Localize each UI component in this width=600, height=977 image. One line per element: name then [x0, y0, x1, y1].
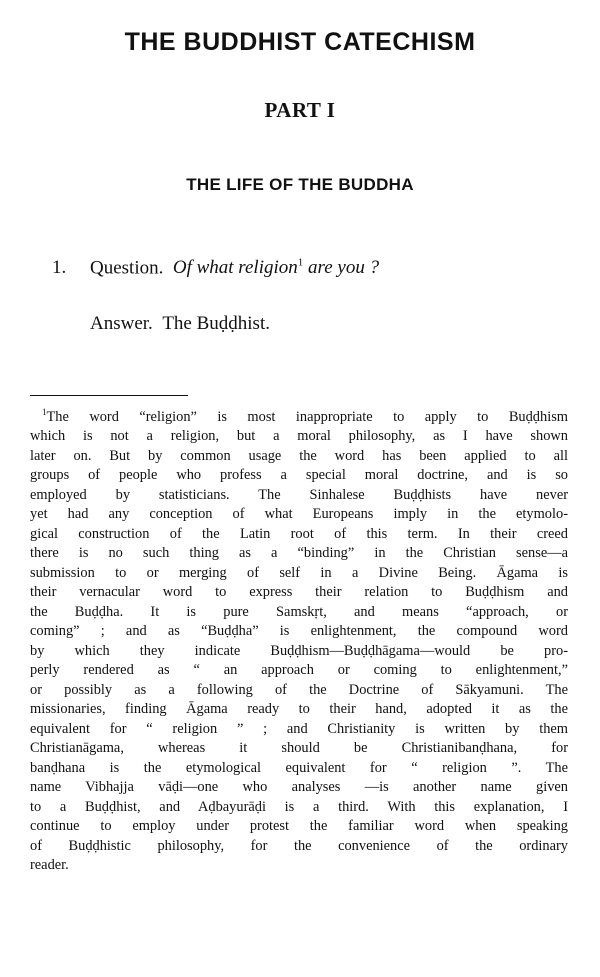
footnote-line: by which they indicate Buḍḍhism—Buḍḍhāgama—would be pro-: [30, 642, 568, 659]
footnote-line: reader.: [30, 857, 69, 874]
footnote-line: submission to or merging of self in a Divine Being. Āgama is: [30, 564, 568, 581]
footnote-line: coming” ; and as “Buḍḍha” is enlightenment, the compound word: [30, 623, 568, 640]
part-title: PART I: [264, 98, 336, 122]
footnote-line: equivalent for “ religion ” ; and Christianity is written by them: [30, 720, 568, 737]
footnote-line: perly rendered as “ an approach or coming to enlightenment,”: [30, 662, 568, 679]
footnote-line: there is no such thing as a “binding” in the Christian sense—a: [30, 545, 568, 562]
footnote-line: or possibly as a following of the Doctrine of Sākyamuni. The: [30, 681, 568, 698]
answer-1: [90, 313, 270, 335]
footnote-line: yet had any conception of what Europeans imply in the etymolo-: [30, 506, 568, 523]
question-text-main: Of what religion: [172, 257, 298, 279]
question-label: Question.: [90, 257, 164, 279]
footnote-line: continue to employ under protest the familiar word when speaking: [30, 818, 568, 835]
answer-label: Answer.: [90, 313, 153, 334]
chapter-title: THE LIFE OF THE BUDDHA: [186, 175, 414, 194]
footnote-line: name Vibhajja vāḍi—one who analyses —is another name given: [30, 779, 568, 796]
footnote-line: [30, 403, 568, 427]
footnote-marker: 1: [42, 407, 47, 417]
footnote-divider: [30, 395, 188, 396]
question-1: [52, 257, 379, 279]
book-title: THE BUDDHIST CATECHISM: [124, 28, 476, 56]
footnote-line: missionaries, finding Āgama ready to their hand, adopted it as the: [30, 701, 568, 718]
footnote-line: of Buḍḍhistic philosophy, for the convenience of the ordinary: [30, 837, 568, 854]
question-number: 1.: [52, 257, 67, 279]
footnote-line: to a Buḍḍhist, and Aḍbayurāḍi is a third. With this explanation, I: [30, 798, 568, 815]
footnote-line: which is not a religion, but a moral philosophy, as I have shown: [30, 428, 568, 445]
footnote-line: later on. But by common usage the word has been applied to all: [30, 447, 568, 464]
footnote-line: Christianāgama, whereas it should be Christianibanḍhana, for: [30, 740, 568, 757]
footnote-line-text: The word “religion” is most inappropriate to apply to Buḍḍhism: [46, 408, 568, 425]
answer-text: The Buḍḍhist.: [162, 313, 270, 334]
footnote-line: gical construction of the Latin root of this term. In their creed: [30, 525, 568, 542]
footnote-ref[interactable]: 1: [297, 257, 304, 269]
footnote-line: the Buḍḍha. It is pure Samskṛt, and means “approach, or: [30, 603, 568, 620]
footnote: [30, 403, 568, 876]
footnote-line: banḍhana is the etymological equivalent for “ religion ”. The: [30, 759, 568, 776]
footnote-line: employed by statisticians. The Sinhalese Buḍḍhists have never: [30, 486, 568, 503]
footnote-line: their vernacular word to express their relation to Buḍḍhism and: [30, 584, 568, 601]
question-text: [173, 257, 379, 278]
question-text-end: are you ?: [303, 257, 380, 279]
footnote-line: groups of people who profess a special moral doctrine, and is so: [30, 467, 568, 484]
